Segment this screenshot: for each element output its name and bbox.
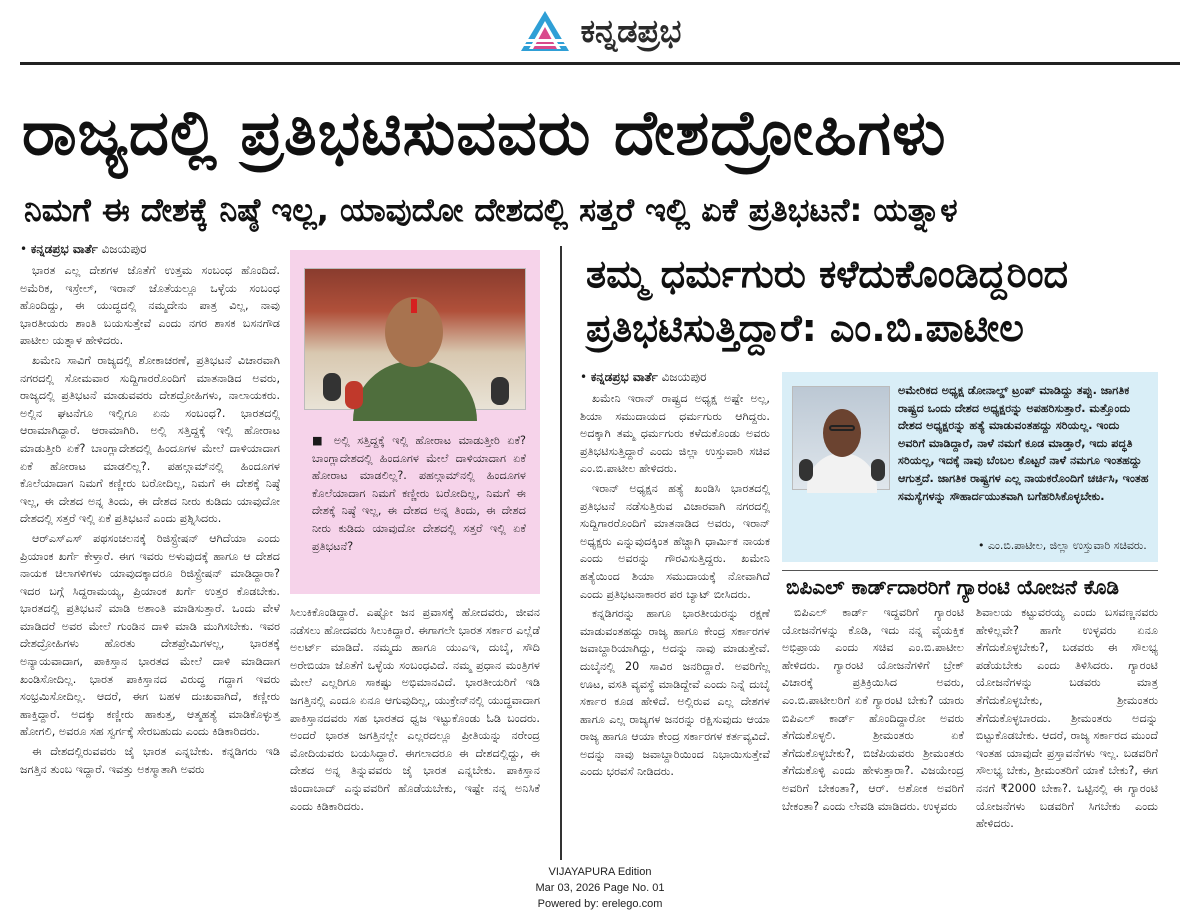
story2-quote: ಅಮೇರಿಕದ ಅಧ್ಯಕ್ಷ ಡೋನಾಲ್ಡ್ ಟ್ರಂಪ್ ಮಾಡಿದ್ದು ತಪ್ಪು. ಜಾಗತಿಕ ರಾಷ್ಟ್ರದ ಒಂದು ದೇಶದ ಅಧ್ಯಕ್ಷರನ್ನು ಅಪಹರಿಸುತ್ತಾರೆ. ಮತ್ತೊಂದು ದೇಶದ ಅಧ್ಯಕ್ಷರನ್ನು ಹತ್ಯೆ ಮಾಡುವಂತಹದ್ದು ಸರಿಯಲ್ಲ. ಇಂದು ಅವರಿಗೆ ಮಾಡಿದ್ದಾರೆ, ನಾಳೆ ನಮಗೆ ಕೂಡ ಮಾಡ್ತಾರೆ, ಇದು ಪದ್ಧತಿ ಸರಿಯಲ್ಲ, ಇದಕ್ಕೆ ನಾವು ಬೆಂಬಲ ಕೊಟ್ಟರೆ ನಾಳೆ ನಮಗೂ ಇಂತಹದ್ದು ಆಗುತ್ತದೆ. ಜಾಗತಿಕ ರಾಷ್ಟ್ರಗಳ ಎಲ್ಲ ನಾಯಕರೊಂದಿಗೆ ಚರ್ಚಿಸಿ, ಇಂತಹ ಸಮಸ್ಯೆಗಳನ್ನು ಸೌಹಾರ್ದಯುತವಾಗಿ ಬಗೆಹರಿಸಿಕೊಳ್ಳಬೇಕು. [898,384,1149,503]
story3-column-2 [976,604,1158,860]
story3-rule [782,570,1158,571]
column-separator [560,246,562,860]
masthead-rule [20,62,1180,65]
powered-by-label: Powered by: erelego.com [537,898,663,910]
masthead [0,0,1200,62]
story2-headline-2: ಪ್ರತಿಭಟಿಸುತ್ತಿದ್ದಾರೆ: ಎಂ.ಬಿ.ಪಾಟೀಲ [586,306,1024,350]
bullet-icon: ■ [312,434,334,447]
byline-source: ಕನ್ನಡಪ್ರಭ ವಾರ್ತೆ [30,242,98,256]
lead-quote-text: ಅಲ್ಲಿ ಸತ್ತಿದ್ದಕ್ಕೆ ಇಲ್ಲಿ ಹೋರಾಟ ಮಾಡುತ್ತೀರಿ ಏಕೆ? ಬಾಂಗ್ಲಾದೇಶದಲ್ಲಿ ಹಿಂದೂಗಳ ಮೇಲೆ ದಾಳಿಯಾದಾಗ ಏಕೆ ಹೋರಾಟ ಮಾಡಲಿಲ್ಲ?. ಪಹಲ್ಗಾಮ್‌ನಲ್ಲಿ ಹಿಂದೂಗಳ ಕೊಲೆಯಾದಾಗ ನಿಮಗೆ ಕಣ್ಣೀರು ಬರೋದಿಲ್ಲ, ನಿಮಗೆ ಈ ದೇಶಕ್ಕೆ ನಿಷ್ಠೆ ಇಲ್ಲ, ಈ ದೇಶದ ಅನ್ನ ತಿಂದು, ಈ ದೇಶದ ನೀರು ಕುಡಿದು ಯಾವುದೋ ದೇಶದಲ್ಲಿ ಸತ್ತರೆ ಇಲ್ಲಿ ಏಕೆ ಪ್ರತಿಭಟನೆ? [312,434,526,553]
lead-column-1 [20,240,280,860]
lead-byline [20,240,280,258]
lead-column-2 [290,604,540,860]
story2-byline [580,368,770,386]
byline-source: ಕನ್ನಡಪ್ರಭ ವಾರ್ತೆ [590,370,658,384]
story3-paragraph: ಶಿವಾಲಯ ಕಟ್ಟುವರಯ್ಯ ಎಂದು ಬಸವಣ್ಣನವರು ಹೇಳಿಲ್ಲವೇ? ಹಾಗೇ ಉಳ್ಳವರು ಏನೂ ತೆಗೆದುಕೊಳ್ಳಬೇಕು?, ಬಡವರು ಈ ಸೌಲಭ್ಯ ಪಡೆಯಬೇಕು ಎಂದು ತಿಳಿಸಿದರು. ಗ್ಯಾರಂಟಿ ಯೋಜನೆಗಳನ್ನು ಬಡವರು ಮಾತ್ರ ತೆಗೆದುಕೊಳ್ಳಬೇಕು, ಶ್ರೀಮಂತರು ತೆಗೆದುಕೊಳ್ಳಬಾರದು. ಶ್ರೀಮಂತರು ಅದನ್ನು ಬಿಟ್ಟುಕೊಡಬೇಕು. ಆದರೆ, ರಾಜ್ಯ ಸರ್ಕಾರದ ಮುಂದೆ ಇಂತಹ ಯಾವುದೇ ಪ್ರಸ್ತಾವನೆಗಳು ಇಲ್ಲ. ಬಡವರಿಗೆ ಸೌಲಭ್ಯ ಬೇಕು, ಶ್ರೀಮಂತರಿಗೆ ಯಾಕೆ ಬೇಕು?, ಈಗ ನನಗೆ ₹2000 ಬೇಕಾ?. ಒಟ್ಟಿನಲ್ಲಿ ಈ ಗ್ಯಾರಂಟಿ ಯೋಜನೆಗಳು ಬಡವರಿಗೆ ಸಿಗಬೇಕು ಎಂದು ಹೇಳಿದರು. [976,606,1158,831]
kannadaprabha-logo-icon [519,9,571,53]
page-footer [0,864,1200,912]
edition-label: VIJAYAPURA Edition [548,866,652,878]
story2-quote-box [782,372,1158,562]
byline-place: ವಿಜಯಪುರ [661,370,707,384]
story2-headline-1: ತಮ್ಮ ಧರ್ಮಗುರು ಕಳೆದುಕೊಂಡಿದ್ದರಿಂದ [586,252,1069,296]
lead-paragraph: ಆರ್‌ಎಸ್‌ಎಸ್ ಪಥಸಂಚಲನಕ್ಕೆ ರಿಜಿಸ್ಟ್ರೇಷನ್ ಆಗಿದೆಯಾ ಎಂದು ಪ್ರಿಯಾಂಕ ಖರ್ಗೆ ಕೇಳ್ತಾರೆ. ಈಗ ಇವರು ಅಳುವುದಕ್ಕೆ ಹಾಗೂ ಆ ದೇಶದ ನಾಯಕ ಚಿಲಾಗಳಿಗಳು ಯಾವುದಕ್ಕಾದರೂ ರಿಜಿಸ್ಟ್ರೇಷನ್ ಮಾಡಿದ್ದಾರಾ? ಇದರ ಬಗ್ಗೆ ಸಿದ್ದರಾಮಯ್ಯ, ಪ್ರಿಯಾಂಕ ಖರ್ಗೆ ಉತ್ತರ ಕೊಡಬೇಕು. ಭಾರತದಲ್ಲಿ ಪ್ರತಿಭಟನೆ ಮಾಡಿ ಅಶಾಂತಿ ಮಾಡಿಸುತ್ತಾರೆ. ಒಂದು ವೇಳೆ ಮಾಡಿದರೆ ಅವರ ಮೇಲೆ ಗುಂಡಿನ ದಾಳಿ ಮಾಡಿ ಮುಗಿಸಬೇಕು. ಇವರ ದೇಶದ್ರೋಹಿಗಳು ಹೊರತು ದೇಶಪ್ರೇಮಿಗಳಲ್ಲ, ಭಾರತಕ್ಕೆ ಅನ್ಯಾಯವಾದಾಗ, ಪಾಕಿಸ್ತಾನ ಭಾರತದ ಮೇಲೆ ದಾಳಿ ಮಾಡಿದಾಗ ಖಂಡಿಸೋದಿಲ್ಲ. ಭಾರತ ಪಾಕಿಸ್ತಾನದ ವಿರುದ್ಧ ಗದ್ದಾಗ ಇವರು ಸಂಭ್ರಮಿಸೋದಿಲ್ಲ. ಆದರೆ, ಈಗ ಬಹಳ ದುಃಖವಾಗಿದೆ, ಕಣ್ಣೀರು ಹಾಕ್ತಿದ್ದಾರೆ. ಅದಕ್ಕು ಕಣ್ಣೀರು ಹಾಕುತ್ತ, ಆತ್ಮಹತ್ಯೆ ಮಾಡಿಕೊಳ್ಳುತ್ತ ಹೋಗಲಿ, ಅವರೂ ಸಹ ಸ್ವರ್ಗಕ್ಕೆ ಸೇರಬಹುದು ಎಂದು ಕಿಡಿಕಾರಿದರು. [20,531,280,739]
story2-paragraph: ಕನ್ನಡಿಗರನ್ನು ಹಾಗೂ ಭಾರತೀಯರನ್ನು ರಕ್ಷಣೆ ಮಾಡುವಂತಹದ್ದು ರಾಜ್ಯ ಹಾಗೂ ಕೇಂದ್ರ ಸರ್ಕಾರಗಳ ಜವಾಬ್ದಾರಿಯಾಗಿದ್ದು, ಅದನ್ನು ನಾವು ಮಾಡುತ್ತೇವೆ. ದುಬೈನಲ್ಲಿ 20 ಸಾವಿರ ಜನರಿದ್ದಾರೆ. ಅವರಿಗೆಲ್ಲ ಊಟ, ವಸತಿ ವ್ಯವಸ್ಥೆ ಮಾಡಿದ್ದೇವೆ ಎಂದು ನಿನ್ನೆ ದುಬೈ ಸರ್ಕಾರ ಕೂಡ ಹೇಳಿದೆ. ಅಲ್ಲಿರುವ ಎಲ್ಲ ದೇಶಗಳ ಹಾಗೂ ಎಲ್ಲ ರಾಜ್ಯಗಳ ಜನರನ್ನು ರಕ್ಷಿಸುವುದು ಆಯಾ ರಾಜ್ಯ ಹಾಗೂ ಆಯಾ ಕೇಂದ್ರ ಸರ್ಕಾರಗಳ ಕರ್ತವ್ಯವಿದೆ. ಅದನ್ನು ನಾವು ಜವಾಬ್ದಾರಿಯಿಂದ ನಿಭಾಯಿಸುತ್ತೇವೆ ಎಂದು ಭರವಸೆ ನೀಡಿದರು. [580,607,770,779]
byline-place: ವಿಜಯಪುರ [101,242,147,256]
date-page-label: Mar 03, 2026 Page No. 01 [535,882,665,894]
lead-quote [312,432,526,555]
story2-quote-attribution: • ಎಂ.ಬಿ.ಪಾಟೀಲ, ಜಿಲ್ಲಾ ಉಸ್ತುವಾರಿ ಸಚಿವರು. [978,539,1147,552]
lead-paragraph: ಖಮೇನಿ ಸಾವಿಗೆ ರಾಜ್ಯದಲ್ಲಿ ಶೋಕಾಚರಣೆ, ಪ್ರತಿಭಟನೆ ವಿಚಾರವಾಗಿ ನಗರದಲ್ಲಿ ಸೋಮವಾರ ಸುದ್ದಿಗಾರರೊಂದಿಗೆ ಮಾತನಾಡಿದ ಅವರು, ರಾಜ್ಯದಲ್ಲಿ ಪ್ರತಿಭಟನೆ ಮಾಡುವವರು ದೇಶದ್ರೋಹಿಗಳು, ನಾಲಾಯಕರು. ಅಲ್ಲಿನ ಘಟನೆಗೂ ಇಲ್ಲಿಗೂ ಏನು ಸಂಬಂಧ?. ಭಾರತದಲ್ಲಿ ಆರಾಮಾಗಿದ್ದಾರೆ. ಆರಾಮಾಗಿರಿ. ಅಲ್ಲಿ ಸತ್ತಿದ್ದಕ್ಕೆ ಇಲ್ಲಿ ಹೋರಾಟ ಮಾಡುತ್ತೀರಿ ಏಕೆ? ಬಾಂಗ್ಲಾದೇಶದಲ್ಲಿ ಹಿಂದೂಗಳ ಮೇಲೆ ದಾಳಿಯಾದಾಗ ಏಕೆ ಹೋರಾಟ ಮಾಡಲಿಲ್ಲ?. ಪಹಲ್ಗಾಮ್‌ನಲ್ಲಿ ಹಿಂದೂಗಳ ಕೊಲೆಯಾದಾಗ ನಿಮಗೆ ಕಣ್ಣೀರು ಬರೋದಿಲ್ಲ, ನಿಮಗೆ ಈ ದೇಶಕ್ಕೆ ನಿಷ್ಠೆ ಇಲ್ಲ, ಈ ದೇಶದ ಅನ್ನ ತಿಂದು, ಈ ದೇಶದ ನೀರು ಕುಡಿದು ಯಾವುದೋ ದೇಶದಲ್ಲಿ ಸತ್ತರೆ ಇಲ್ಲಿ ಏಕೆ ಪ್ರತಿಭಟನೆ ಎಂದು ಪ್ರಶ್ನಿಸಿದರು. [20,353,280,526]
story3-headline: ಬಿಪಿಎಲ್ ಕಾರ್ಡ್‌ದಾರರಿಗೆ ಗ್ಯಾರಂಟಿ ಯೋಜನೆ ಕೊಡಿ [786,575,1120,599]
lead-paragraph: ಸಿಲುಕಿಕೊಂಡಿದ್ದಾರೆ. ಎಷ್ಟೋ ಜನ ಪ್ರವಾಸಕ್ಕೆ ಹೋದವರು, ಜೀವನ ನಡೆಸಲು ಹೋದವರು ಸಿಲುಕಿದ್ದಾರೆ. ಈಗಾಗಲೇ ಭಾರತ ಸರ್ಕಾರ ಎಲ್ಲೆಡೆ ಅಲರ್ಟ್ ಮಾಡಿದೆ. ನಮ್ಮದು ಹಾಗೂ ಯುಎಇ, ದುಬೈ, ಸೌದಿ ಅರೇಬಿಯಾ ಜೊತೆಗೆ ಒಳ್ಳೆಯ ಸಂಬಂಧವಿದೆ. ನಮ್ಮ ಪ್ರಧಾನ ಮಂತ್ರಿಗಳ ಮೇಲೆ ಎಲ್ಲರಿಗೂ ಸಾಕಷ್ಟು ಅಭಿಮಾನವಿದೆ. ಭಾರತೀಯರಿಗೆ ಇಡಿ ಜಗತ್ತಿನಲ್ಲಿ ಎಂದೂ ಏನೂ ಆಗುವುದಿಲ್ಲ, ಯುಕ್ರೇನ್‌ನಲ್ಲಿ ಯುದ್ಧವಾದಾಗ ಪಾಕಿಸ್ತಾನದವರು ಸಹ ಭಾರತದ ಧ್ವಜ ಇಟ್ಟುಕೊಂಡು ಓಡಿ ಬಂದರು. ಅಂದರೆ ಭಾರತ ಜಗತ್ತಿನಲ್ಲೇ ಎಲ್ಲರದಲ್ಲೂ ಪ್ರೀತಿಯನ್ನು ನರೇಂದ್ರ ಮೋದಿಯವರು ಬಯಸಿದ್ದಾರೆ. ಈಗಲಾದರೂ ಈ ದೇಶದಲ್ಲಿದ್ದು, ಈ ದೇಶದ ಅನ್ನ ತಿನ್ನುವವರು ಜೈ ಭಾರತ ಎನ್ನಬೇಕು. ಪಾಕಿಸ್ತಾನ ಜಿಂದಾಬಾದ್ ಎನ್ನುವವರಿಗೆ ಹೊಡೆಯಬೇಕು, ಇಷ್ಟೇ ನನ್ನ ಅನಿಸಿಕೆ ಎಂದು ಕಿಡಿಕಾರಿದರು. [290,606,540,813]
lead-paragraph: ಭಾರತ ಎಲ್ಲ ದೇಶಗಳ ಜೊತೆಗೆ ಉತ್ತಮ ಸಂಬಂಧ ಹೊಂದಿದೆ. ಅಮೆರಿಕ, ಇಸ್ರೇಲ್, ಇರಾನ್ ಜೊತೆಯಲ್ಲೂ ಒಳ್ಳೆಯ ಸಂಬಂಧ ಹೊಂದಿದ್ದು, ಈ ಯುದ್ಧದಲ್ಲಿ ನಮ್ಮದೇನು ಪಾತ್ರ ವಿಲ್ಲ, ನಾವು ಭಾರತೀಯರು ಶಾಂತಿ ಬಯಸುತ್ತೇವೆ ಎಂದು ನಗರ ಶಾಸಕ ಬಸನಗೌಡ ಪಾಟೀಲ ಯತ್ನಾಳ ಹೇಳಿದರು. [20,264,280,348]
mb-patil-photo [792,386,890,490]
bullet-icon: • [20,242,31,256]
lead-headline: ರಾಜ್ಯದಲ್ಲಿ ಪ್ರತಿಭಟಿಸುವವರು ದೇಶದ್ರೋಹಿಗಳು [22,96,947,169]
bullet-icon: • [580,370,591,384]
yatnal-photo [304,268,526,410]
lead-paragraph: ಈ ದೇಶದಲ್ಲಿರುವವರು ಜೈ ಭಾರತ ಎನ್ನಬೇಕು. ಕನ್ನಡಿಗರು ಇಡಿ ಜಗತ್ತಿನ ತುಂಬ ಇದ್ದಾರೆ. ಇವತ್ತು ಅಕಸ್ಮಾತಾಗಿ ಅವರು [20,745,280,776]
lead-subhead: ನಿಮಗೆ ಈ ದೇಶಕ್ಕೆ ನಿಷ್ಠೆ ಇಲ್ಲ, ಯಾವುದೋ ದೇಶದಲ್ಲಿ ಸತ್ತರೆ ಇಲ್ಲಿ ಏಕೆ ಪ್ರತಿಭಟನೆ: ಯತ್ನಾಳ [24,191,958,229]
story2-paragraph: ಖಮೇನಿ ಇರಾನ್ ರಾಷ್ಟ್ರದ ಅಧ್ಯಕ್ಷ ಅಷ್ಟೇ ಅಲ್ಲ, ಶಿಯಾ ಸಮುದಾಯದ ಧರ್ಮಗುರು ಆಗಿದ್ದರು. ಅದಕ್ಕಾಗಿ ತಮ್ಮ ಧರ್ಮಗುರು ಕಳೆದುಕೊಂಡು ಅವರು ಪ್ರತಿಭಟಿಸುತ್ತಿದ್ದಾರೆ ಎಂದು ಜಿಲ್ಲಾ ಉಸ್ತುವಾರಿ ಸಚಿವ ಎಂ.ಬಿ.ಪಾಟೀಲ ಹೇಳಿದರು. [580,392,770,476]
lead-quote-box [290,250,540,594]
brand-name: ಕನ್ನಡಪ್ರಭ [580,11,682,50]
story2-paragraph: ಇರಾನ್ ಅಧ್ಯಕ್ಷನ ಹತ್ಯೆ ಖಂಡಿಸಿ ಭಾರತದಲ್ಲಿ ಪ್ರತಿಭಟನೆ ನಡೆಸುತ್ತಿರುವ ವಿಚಾರವಾಗಿ ನಗರದಲ್ಲಿ ಸುದ್ದಿಗಾರರೊಂದಿಗೆ ಮಾತನಾಡಿದ ಅವರು, ಇರಾನ್ ಅಧ್ಯಕ್ಷರು ಎನ್ನುವುದಕ್ಕಿಂತ ಹೆಚ್ಚಾಗಿ ಧಾರ್ಮಿಕ ನಾಯಕ ಎಂದು ಅವರನ್ನು ಗೌರವಿಸುತ್ತಿದ್ದರು. ಖಮೇನಿ ಹತ್ಯೆಯಿಂದ ಶಿಯಾ ಸಮುದಾಯಕ್ಕೆ ನೋವಾಗಿದೆ ಎಂದು ಪ್ರತಿಭಟನಾಕಾರರ ಪರ ಬ್ಯಾಟ್ ಬೀಸಿದರು. [580,481,770,601]
story2-column [580,368,770,779]
story3-column-1 [782,604,964,860]
story3-paragraph: ಬಿಪಿಎಲ್ ಕಾರ್ಡ್ ಇದ್ದವರಿಗೆ ಗ್ಯಾರಂಟಿ ಯೋಜನೆಗಳನ್ನು ಕೊಡಿ, ಇದು ನನ್ನ ವೈಯಕ್ತಿಕ ಅಭಿಪ್ರಾಯ ಎಂದು ಸಚಿವ ಎಂ.ಬಿ.ಪಾಟೀಲ ಹೇಳಿದರು. ಗ್ಯಾರಂಟಿ ಯೋಜನೆಗಳಿಗೆ ಬ್ರೇಕ್ ವಿಚಾರಕ್ಕೆ ಪ್ರತಿಕ್ರಿಯಿಸಿದ ಅವರು, ಎಂ.ಬಿ.ಪಾಟೀಲರಿಗೆ ಏಕೆ ಗ್ಯಾರಂಟಿ ಬೇಕು? ಯಾರು ಬಿಪಿಎಲ್ ಕಾರ್ಡ್ ಹೊಂದಿದ್ದಾರೋ ಅವರು ತೆಗೆದುಕೊಳ್ಳಲಿ. ಶ್ರೀಮಂತರು ಏಕೆ ತೆಗೆದುಕೊಳ್ಳಬೇಕು?, ಬಿಜೆಪಿಯವರು ಶ್ರೀಮಂತರು ತೆಗೆದುಕೊಳ್ಳಿ ಎಂದು ಹೇಳುತ್ತಾರಾ?. ವಿಜಯೇಂದ್ರ ಅವರಿಗೆ ಬೇಕಂತಾ?, ಆರ್. ಅಶೋಕ ಅವರಿಗೆ ಬೇಕಂತಾ? ಎಂದು ಲೇವಡಿ ಮಾಡಿದರು. ಉಳ್ಳವರು [782,606,964,813]
